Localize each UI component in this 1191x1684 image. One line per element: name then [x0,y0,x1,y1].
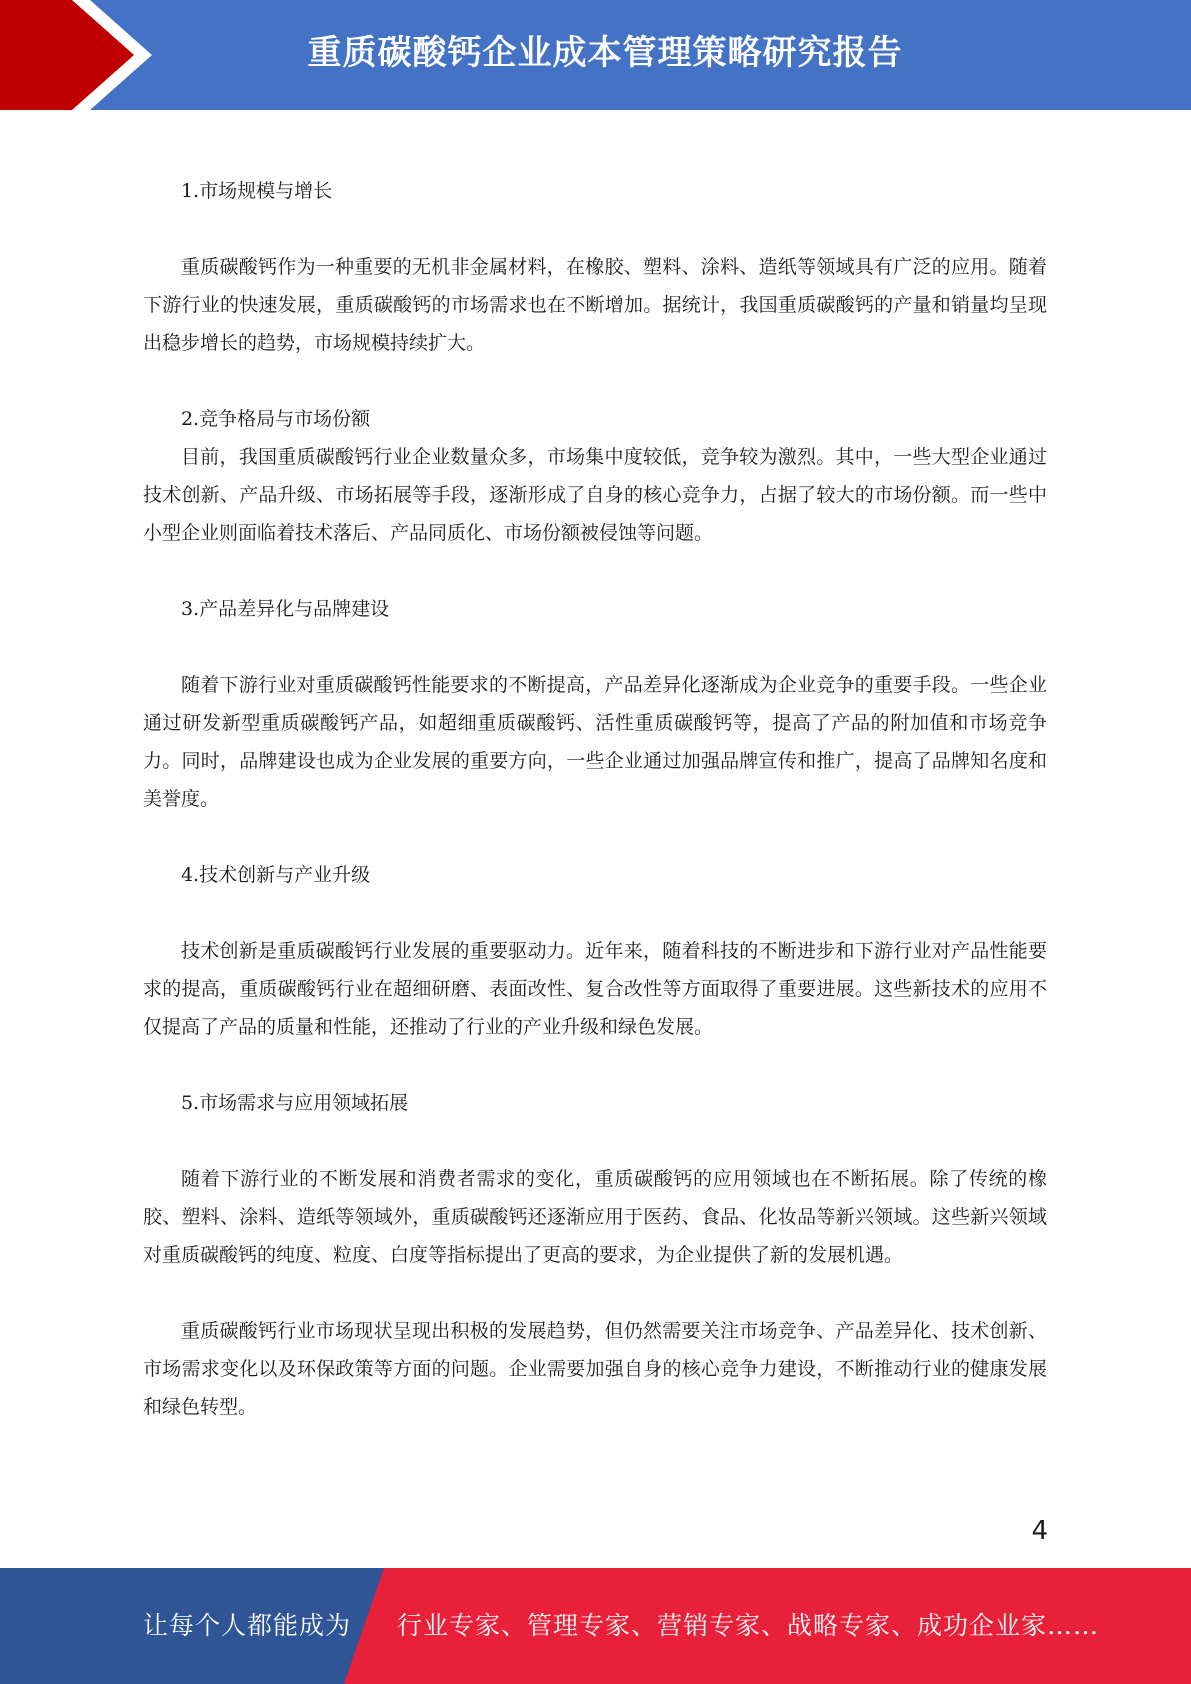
section-heading: 5.市场需求与应用领域拓展 [181,1092,409,1114]
document-body [143,172,1047,1426]
paragraph: 重质碳酸钙作为一种重要的无机非金属材料，在橡胶、塑料、涂料、造纸等领域具有广泛的应用。随着下游行业的快速发展，重质碳酸钙的市场需求也在不断增加。据统计，我国重质碳酸钙的产量和销量均呈现出稳步增长的趋势，市场规模持续扩大。 [143,256,1047,354]
section-heading: 2.竞争格局与市场份额 [181,408,371,430]
section-heading: 1.市场规模与增长 [181,180,333,202]
footer-banner [0,1568,1191,1684]
paragraph: 技术创新是重质碳酸钙行业发展的重要驱动力。近年来，随着科技的不断进步和下游行业对产品性能要求的提高，重质碳酸钙行业在超细研磨、表面改性、复合改性等方面取得了重要进展。这些新技术的应用不仅提高了产品的质量和性能，还推动了行业的产业升级和绿色发展。 [143,940,1047,1038]
conclusion-paragraph: 重质碳酸钙行业市场现状呈现出积极的发展趋势，但仍然需要关注市场竞争、产品差异化、技术创新、市场需求变化以及环保政策等方面的问题。企业需要加强自身的核心竞争力建设，不断推动行业的健康发展和绿色转型。 [143,1320,1047,1418]
paragraph: 随着下游行业的不断发展和消费者需求的变化，重质碳酸钙的应用领域也在不断拓展。除了传统的橡胶、塑料、涂料、造纸等领域外，重质碳酸钙还逐渐应用于医药、食品、化妆品等新兴领域。这些新兴领域对重质碳酸钙的纯度、粒度、白度等指标提出了更高的要求，为企业提供了新的发展机遇。 [143,1168,1047,1266]
page-number: 4 [1031,1516,1048,1546]
footer-slogan-left: 让每个人都能成为 [143,1611,352,1640]
document-title: 重质碳酸钙企业成本管理策略研究报告 [307,33,903,73]
section-heading: 4.技术创新与产业升级 [181,864,371,886]
header-banner [0,0,1191,110]
paragraph: 随着下游行业对重质碳酸钙性能要求的不断提高，产品差异化逐渐成为企业竞争的重要手段。一些企业通过研发新型重质碳酸钙产品，如超细重质碳酸钙、活性重质碳酸钙等，提高了产品的附加值和市场竞争力。同时，品牌建设也成为企业发展的重要方向，一些企业通过加强品牌宣传和推广，提高了品牌知名度和美誉度。 [143,674,1047,810]
footer-slogan-right: 行业专家、管理专家、营销专家、战略专家、成功企业家…… [397,1611,1100,1640]
paragraph: 目前，我国重质碳酸钙行业企业数量众多，市场集中度较低，竞争较为激烈。其中，一些大型企业通过技术创新、产品升级、市场拓展等手段，逐渐形成了自身的核心竞争力，占据了较大的市场份额。而一些中小型企业则面临着技术落后、产品同质化、市场份额被侵蚀等问题。 [143,446,1047,544]
section-heading: 3.产品差异化与品牌建设 [181,598,390,620]
